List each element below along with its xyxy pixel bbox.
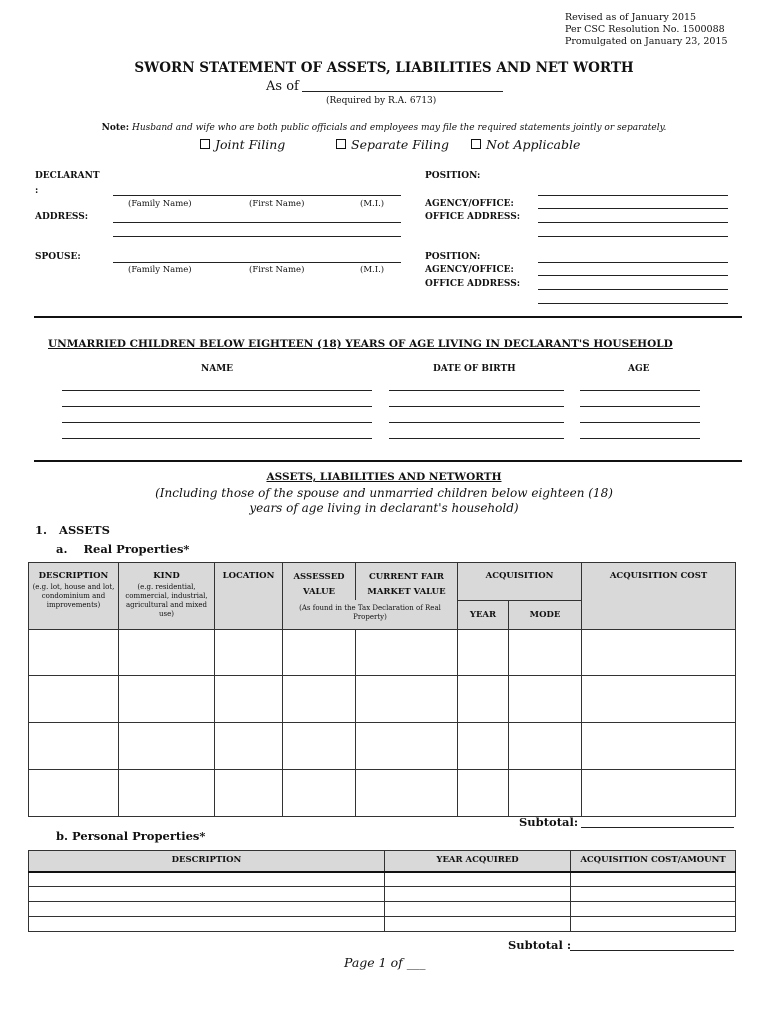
- declarant-agency-label: AGENCY/OFFICE:: [425, 199, 514, 209]
- table-cell[interactable]: [385, 887, 571, 902]
- col-mode: [509, 600, 582, 629]
- table-cell[interactable]: [509, 629, 582, 675]
- table-cell[interactable]: [509, 769, 582, 816]
- table-row: [29, 722, 736, 769]
- table-cell[interactable]: [215, 769, 283, 816]
- table-cell[interactable]: [119, 722, 215, 769]
- separate-filing-option[interactable]: [336, 137, 449, 152]
- child-name-field[interactable]: [62, 390, 372, 391]
- col-acquisition: [458, 563, 582, 601]
- declarant-position-field[interactable]: [538, 195, 728, 196]
- spouse-agency-label: AGENCY/OFFICE:: [425, 265, 514, 275]
- acquisition-amount-header: ACQUISITION COST/AMOUNT: [580, 855, 726, 865]
- table-row: [29, 902, 736, 917]
- declarant-office-address-field-2[interactable]: [538, 236, 728, 237]
- note-label: Note:: [101, 123, 130, 133]
- kind-header: KIND: [153, 571, 180, 581]
- address-label: ADDRESS:: [35, 212, 89, 222]
- table-cell[interactable]: [119, 629, 215, 675]
- spouse-label: SPOUSE:: [35, 252, 81, 262]
- section-divider: [34, 460, 742, 462]
- child-age-field[interactable]: [580, 390, 700, 391]
- col-description: [29, 563, 119, 630]
- table-cell[interactable]: [458, 675, 509, 722]
- table-cell[interactable]: [29, 675, 119, 722]
- spouse-name-field[interactable]: [113, 262, 401, 263]
- address-field-1[interactable]: [113, 222, 401, 223]
- declarant-name-field[interactable]: [113, 195, 401, 196]
- assets-heading: 1. ASSETS: [35, 523, 110, 537]
- children-name-header: NAME: [201, 364, 234, 374]
- page-number: Page 1 of ___: [344, 955, 426, 970]
- table-cell[interactable]: [119, 675, 215, 722]
- spouse-office-address-label: OFFICE ADDRESS:: [425, 279, 521, 289]
- table-cell[interactable]: [582, 629, 736, 675]
- mode-header: MODE: [529, 609, 561, 620]
- table-row: [29, 872, 736, 887]
- declarant-label: DECLARANT: [35, 171, 100, 181]
- spouse-first-name-caption: (First Name): [249, 265, 305, 275]
- table-cell[interactable]: [509, 675, 582, 722]
- form-title: SWORN STATEMENT OF ASSETS, LIABILITIES AND NET WORTH: [134, 60, 634, 76]
- note-text: Husband and wife who are both public officials and employees may file the required statements jointly or separately.: [131, 123, 667, 133]
- declarant-mi-caption: (M.I.): [360, 199, 385, 209]
- market-header-1: CURRENT FAIR: [368, 572, 444, 582]
- table-cell[interactable]: [215, 722, 283, 769]
- table-cell[interactable]: [283, 722, 356, 769]
- description-header: DESCRIPTION: [38, 571, 109, 581]
- real-subtotal-label: Subtotal:: [519, 815, 579, 829]
- filing-note: [0, 123, 768, 133]
- table-cell[interactable]: [356, 629, 458, 675]
- child-dob-field[interactable]: [389, 438, 564, 439]
- tax-declaration-note: [283, 600, 458, 629]
- table-cell[interactable]: [571, 887, 736, 902]
- table-cell[interactable]: [509, 722, 582, 769]
- spouse-family-name-caption: (Family Name): [128, 265, 192, 275]
- table-cell[interactable]: [119, 769, 215, 816]
- declarant-agency-field[interactable]: [538, 208, 728, 209]
- description-subheader: (e.g. lot, house and lot, condominium and improvements): [32, 583, 115, 609]
- tax-declaration-text: (As found in the Tax Declaration of Real Property): [299, 604, 441, 621]
- joint-filing-label: Joint Filing: [215, 137, 286, 152]
- resolution-line: Per CSC Resolution No. 1500088: [565, 24, 725, 35]
- real-subtotal-field[interactable]: [581, 827, 734, 828]
- table-row: [29, 629, 736, 675]
- child-name-field[interactable]: [62, 422, 372, 423]
- table-cell[interactable]: [385, 902, 571, 917]
- table-cell[interactable]: [29, 769, 119, 816]
- child-dob-field[interactable]: [389, 422, 564, 423]
- col-year: [458, 600, 509, 629]
- assets-section-title: ASSETS, LIABILITIES AND NETWORTH: [266, 471, 502, 483]
- table-cell[interactable]: [582, 675, 736, 722]
- table-cell[interactable]: [356, 675, 458, 722]
- table-cell[interactable]: [571, 917, 736, 932]
- required-by-note: (Required by R.A. 6713): [326, 96, 437, 106]
- section-divider: [34, 316, 742, 318]
- table-cell[interactable]: [571, 902, 736, 917]
- spouse-office-address-field-2[interactable]: [538, 303, 728, 304]
- table-cell[interactable]: [458, 722, 509, 769]
- not-applicable-label: Not Applicable: [486, 137, 581, 152]
- assessed-header-2: VALUE: [303, 587, 335, 597]
- as-of-date-field[interactable]: [302, 91, 503, 92]
- table-cell[interactable]: [29, 629, 119, 675]
- table-cell[interactable]: [215, 675, 283, 722]
- joint-filing-checkbox[interactable]: [200, 139, 210, 149]
- table-cell[interactable]: [29, 917, 385, 932]
- declarant-colon: :: [35, 186, 39, 196]
- promulgation-line: Promulgated on January 23, 2015: [565, 36, 728, 47]
- table-cell[interactable]: [458, 629, 509, 675]
- table-cell[interactable]: [582, 722, 736, 769]
- child-name-field[interactable]: [62, 438, 372, 439]
- as-of-label: As of: [266, 79, 299, 94]
- year-acquired-header: YEAR ACQUIRED: [436, 855, 519, 865]
- location-header: LOCATION: [222, 571, 275, 581]
- table-cell[interactable]: [29, 902, 385, 917]
- children-age-header: AGE: [628, 364, 650, 374]
- table-row: [29, 769, 736, 816]
- children-dob-header: DATE OF BIRTH: [433, 364, 516, 374]
- declarant-family-name-caption: (Family Name): [128, 199, 192, 209]
- table-cell[interactable]: [356, 722, 458, 769]
- address-field-2[interactable]: [113, 236, 401, 237]
- table-row: [29, 675, 736, 722]
- col-acquisition-amount: [571, 851, 736, 872]
- assessed-header-1: ASSESSED: [293, 572, 345, 582]
- table-row: [29, 887, 736, 902]
- col-acquisition-cost: [582, 563, 736, 630]
- table-cell[interactable]: [283, 769, 356, 816]
- personal-subtotal-label: Subtotal :: [508, 938, 572, 952]
- col-personal-description: [29, 851, 385, 872]
- declarant-first-name-caption: (First Name): [249, 199, 305, 209]
- col-year-acquired: [385, 851, 571, 872]
- assets-subtitle-line-2: years of age living in declarant's household): [249, 501, 519, 515]
- table-cell[interactable]: [458, 769, 509, 816]
- table-cell[interactable]: [29, 722, 119, 769]
- spouse-position-field[interactable]: [538, 262, 728, 263]
- table-cell[interactable]: [29, 887, 385, 902]
- child-age-field[interactable]: [580, 438, 700, 439]
- declarant-office-address-field-1[interactable]: [538, 222, 728, 223]
- table-cell[interactable]: [283, 675, 356, 722]
- table-cell[interactable]: [582, 769, 736, 816]
- personal-subtotal-field[interactable]: [570, 950, 734, 951]
- acquisition-cost-header: ACQUISITION COST: [609, 571, 708, 581]
- table-cell[interactable]: [385, 917, 571, 932]
- col-kind: [119, 563, 215, 630]
- spouse-agency-field[interactable]: [538, 275, 728, 276]
- child-age-field[interactable]: [580, 406, 700, 407]
- declarant-position-label: POSITION:: [425, 171, 481, 181]
- not-applicable-checkbox[interactable]: [471, 139, 481, 149]
- declarant-office-address-label: OFFICE ADDRESS:: [425, 212, 521, 222]
- col-market-value: [356, 563, 458, 601]
- table-cell[interactable]: [385, 872, 571, 887]
- revision-line: Revised as of January 2015: [565, 12, 697, 23]
- table-cell[interactable]: [571, 872, 736, 887]
- children-section-title: UNMARRIED CHILDREN BELOW EIGHTEEN (18) YEARS OF AGE LIVING IN DECLARANT'S HOUSEHOLD: [48, 338, 673, 350]
- personal-properties-heading: b. Personal Properties*: [56, 829, 206, 843]
- table-cell[interactable]: [356, 769, 458, 816]
- kind-subheader: (e.g. residential, commercial, industrial, agricultural and mixed use): [125, 583, 208, 618]
- revision-note: [565, 12, 728, 48]
- spouse-office-address-field-1[interactable]: [538, 289, 728, 290]
- market-header-2: MARKET VALUE: [367, 587, 446, 597]
- table-cell[interactable]: [283, 629, 356, 675]
- child-name-field[interactable]: [62, 406, 372, 407]
- separate-filing-checkbox[interactable]: [336, 139, 346, 149]
- table-cell[interactable]: [215, 629, 283, 675]
- real-properties-heading: a. Real Properties*: [56, 542, 190, 556]
- acquisition-header: ACQUISITION: [485, 571, 554, 581]
- table-cell[interactable]: [29, 872, 385, 887]
- personal-properties-table: [28, 850, 736, 932]
- child-age-field[interactable]: [580, 422, 700, 423]
- year-header: YEAR: [469, 609, 497, 620]
- col-location: [215, 563, 283, 630]
- col-assessed-value: [283, 563, 356, 601]
- joint-filing-option[interactable]: [200, 137, 285, 152]
- child-dob-field[interactable]: [389, 406, 564, 407]
- not-applicable-option[interactable]: [471, 137, 580, 152]
- spouse-position-label: POSITION:: [425, 252, 481, 262]
- real-properties-table: [28, 562, 736, 817]
- assets-subtitle-line-1: (Including those of the spouse and unmarried children below eighteen (18): [155, 486, 613, 500]
- personal-description-header: DESCRIPTION: [171, 855, 242, 865]
- separate-filing-label: Separate Filing: [351, 137, 449, 152]
- child-dob-field[interactable]: [389, 390, 564, 391]
- table-row: [29, 917, 736, 932]
- spouse-mi-caption: (M.I.): [360, 265, 385, 275]
